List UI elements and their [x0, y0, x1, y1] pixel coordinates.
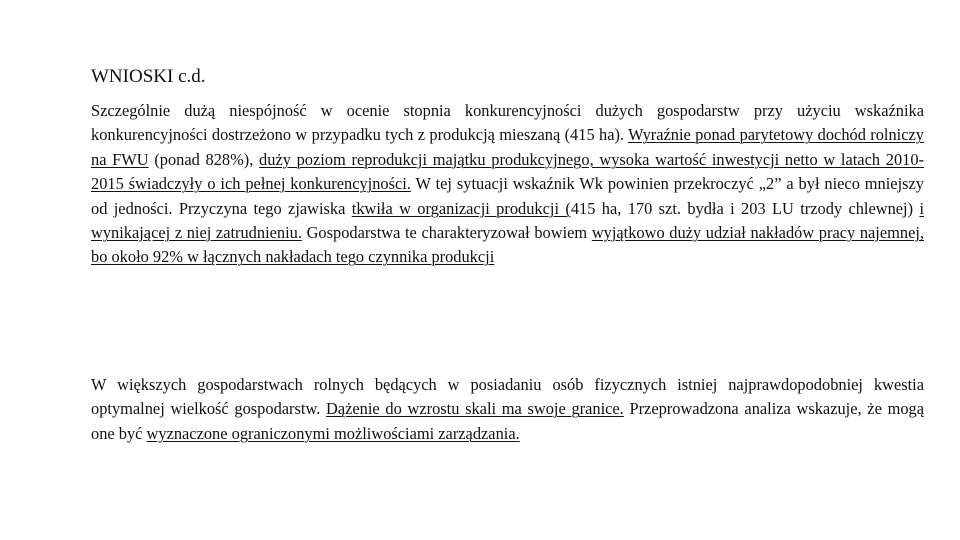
text-segment: W większych gospodarstwach rolnych będących w posiadaniu osób fizycznych istniej najprawdopodobniej kwestia optymalnej wielkość gospodarstw. [91, 375, 924, 419]
text-segment: Szczególnie dużą niespójność w ocenie stopnia konkurencyjności dużych gospodarstw przy użyciu wskaźnika konkurencyjności dostrzeżono w przypadku tych z produkcją mieszaną (415 ha). [91, 101, 924, 145]
text-segment: Gospodarstwa te charakteryzował bowiem [301, 223, 592, 243]
paragraph-competitiveness [91, 99, 924, 270]
underlined-text: wyznaczone ograniczonymi możliwościami zarządzania. [146, 423, 520, 443]
underlined-text: wyjątkowo duży udział nakładów pracy najemnej, bo około 92% w łącznych nakładach tego czynnika produkcji [91, 223, 924, 267]
underlined-text: Wyraźnie ponad parytetowy dochód rolniczy na FWU [91, 125, 924, 169]
slide-title: WNIOSKI c.d. [91, 66, 206, 87]
text-segment: Przeprowadzona analiza wskazuje, że mogą one być [91, 399, 924, 443]
underlined-text: tkwiła w organizacji produkcji ( [351, 198, 571, 218]
text-segment: W tej sytuacji wskaźnik Wk powinien przekroczyć „2” a był nieco mniejszy od jedności. Przyczyna tego zjawiska [91, 174, 924, 218]
underlined-text: Dążenie do wzrostu skali ma swoje granice. [326, 399, 624, 419]
text-segment: 415 ha, 170 szt. bydła i 203 LU trzody chlewnej) [570, 198, 920, 218]
paragraph-farm-size [91, 373, 924, 446]
underlined-text: duży poziom reprodukcji majątku produkcyjnego, wysoka wartość inwestycji netto w latach 2010-2015 świadczyły o ich pełnej konkurencyjności. [91, 149, 925, 194]
underlined-text: i wynikającej z niej zatrudnieniu. [91, 198, 924, 243]
text-segment: (ponad 828%), [148, 149, 260, 169]
